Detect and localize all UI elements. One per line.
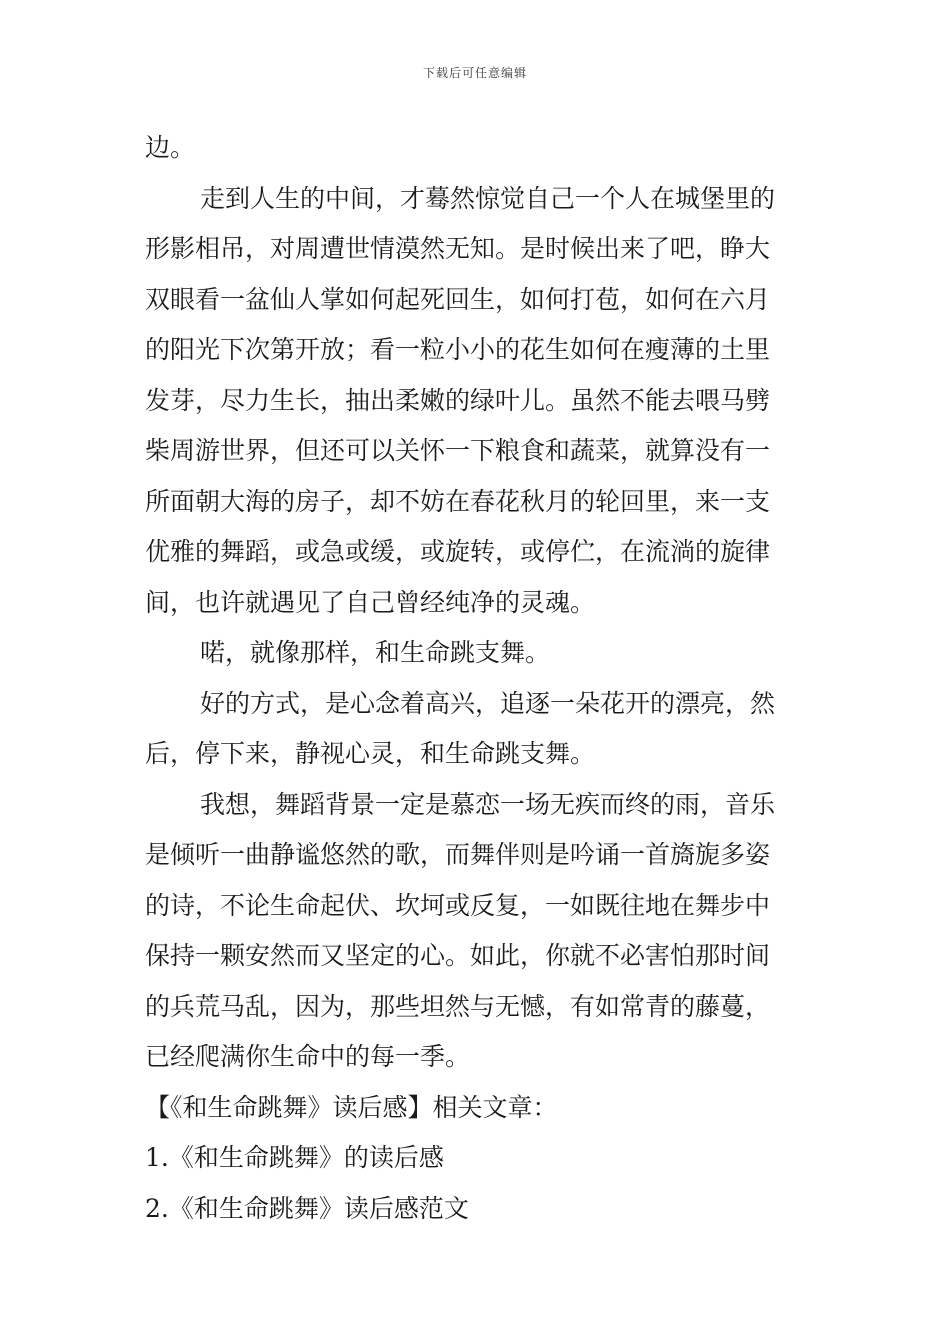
- body-line: 形影相吊，对周遭世情漠然无知。是时候出来了吧，睁大: [145, 234, 771, 263]
- related-articles-heading: 【《和生命跳舞》读后感】相关文章：: [145, 1092, 558, 1122]
- body-line: 走到人生的中间，才蓦然惊觉自己一个人在城堡里的: [200, 183, 776, 213]
- body-line: 已经爬满你生命中的每一季。: [145, 1042, 471, 1071]
- body-line: 所面朝大海的房子，却不妨在春花秋月的轮回里，来一支: [145, 486, 771, 516]
- body-line: 的兵荒马乱，因为，那些坦然与无憾，有如常青的藤蔓，: [145, 991, 771, 1021]
- body-line: 边。: [145, 133, 196, 162]
- body-line: 发芽，尽力生长，抽出柔嫩的绿叶儿。虽然不能去喂马劈: [145, 385, 771, 415]
- body-line: 柴周游世界，但还可以关怀一下粮食和蔬菜，就算没有一: [145, 436, 771, 465]
- body-line: 的诗，不论生命起伏、坎坷或反复，一如既往地在舞步中: [145, 890, 771, 920]
- body-line: 双眼看一盆仙人掌如何起死回生，如何打苞，如何在六月: [145, 284, 771, 314]
- body-line: 是倾听一曲静谧悠然的歌，而舞伴则是吟诵一首旖旎多姿: [145, 840, 771, 869]
- body-line: 我想，舞蹈背景一定是慕恋一场无疾而终的雨，音乐: [200, 789, 776, 819]
- body-line: 后，停下来，静视心灵，和生命跳支舞。: [145, 739, 596, 768]
- body-line: 好的方式，是心念着高兴，追逐一朵花开的漂亮，然: [200, 688, 776, 718]
- body-line: 的阳光下次第开放；看一粒小小的花生如何在瘦薄的土里: [145, 335, 771, 364]
- related-article-link[interactable]: 2.《和生命跳舞》读后感范文: [145, 1193, 469, 1223]
- body-line: 间，也许就遇见了自己曾经纯净的灵魂。: [145, 587, 596, 617]
- document-body: [145, 123, 810, 1234]
- body-line: 优雅的舞蹈，或急或缓，或旋转，或停伫，在流淌的旋律: [145, 537, 771, 566]
- body-line: 喏，就像那样，和生命跳支舞。: [200, 638, 551, 667]
- body-line: 保持一颗安然而又坚定的心。如此，你就不必害怕那时间: [145, 941, 771, 970]
- page-header: 下载后可任意编辑: [422, 66, 527, 80]
- related-article-link[interactable]: 1.《和生命跳舞》的读后感: [145, 1143, 444, 1172]
